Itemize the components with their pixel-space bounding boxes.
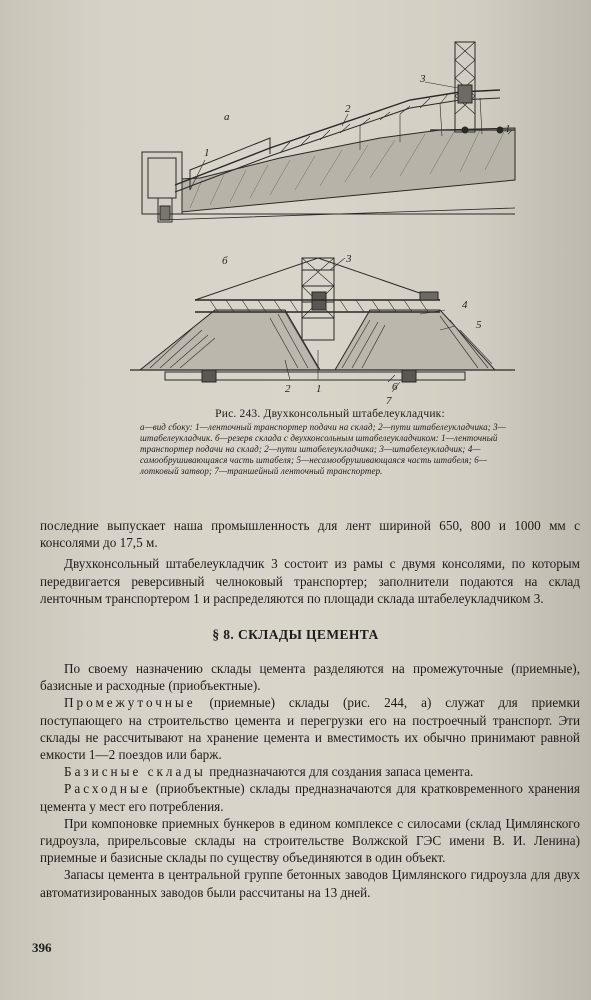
- label-b: б: [222, 255, 228, 267]
- section-heading: § 8. СКЛАДЫ ЦЕМЕНТА: [212, 627, 379, 642]
- term-base: Базисные склады: [64, 764, 206, 780]
- paragraph-rest: (приемные) склады (рис. 244, а) служат для приемки поступающего на строительство цемента и перегрузки его на построечный транспорт. Эти склады не рассчитывают на хранение цемента и вместимость их обычно принимают равной емкости 1—2 поездов или барж.: [40, 695, 580, 763]
- label-b-1: 1: [316, 383, 322, 395]
- body-text-upper: [40, 517, 580, 607]
- label-b-4: 4: [462, 299, 468, 311]
- paragraph: При компоновке приемных бункеров в едином комплексе с силосами (склад Цимлянского гидроузла, прирельсовые склады на строительстве Волжской ГЭС имени В. И. Ленина) приемные и базисные склады по существу объединяются в один объект.: [40, 815, 580, 866]
- figure-243: [120, 30, 530, 410]
- label-b-2: 2: [285, 383, 291, 395]
- figure-b: [130, 258, 515, 392]
- paragraph: [40, 763, 580, 780]
- paragraph: По своему назначению склады цемента разделяются на промежуточные (приемные), базисные и расходные (приобъектные).: [40, 661, 580, 694]
- paragraph-rest: предназначаются для создания запаса цемента.: [205, 764, 474, 780]
- label-a-2: 2: [345, 103, 351, 115]
- paragraph: Запасы цемента в центральной группе бетонных заводов Цимлянского гидроузла для двух автоматизированных заводов были рассчитаны на 13 дней.: [40, 867, 580, 900]
- body-text-lower: [40, 660, 580, 901]
- label-b-5: 5: [476, 319, 482, 331]
- label-b-3: 3: [346, 253, 352, 265]
- label-a-1: 1: [204, 147, 210, 159]
- figure-a: [142, 42, 515, 222]
- stacker-drawing: [120, 30, 530, 410]
- paragraph-rest: (приобъектные) склады предназначаются для кратковременного хранения цемента у мест его потребления.: [40, 781, 580, 814]
- term-consumable: Расходные: [64, 781, 151, 797]
- term-intermediate: Промежуточные: [64, 695, 196, 711]
- label-a: а: [224, 111, 230, 123]
- page-number: 396: [32, 940, 52, 955]
- figure-caption: [140, 408, 520, 477]
- label-b-6: 6: [392, 381, 398, 393]
- paragraph: последние выпускает наша промышленность для лент шириной 650, 800 и 1000 мм с консолями до 17,5 м.: [40, 518, 580, 551]
- label-a-1b: 1: [505, 123, 511, 135]
- paragraph: [40, 780, 580, 814]
- paragraph: [40, 694, 580, 763]
- caption-title: Рис. 243. Двухконсольный штабелеукладчик:: [215, 408, 445, 420]
- label-b-7: 7: [386, 395, 392, 407]
- label-a-3: 3: [420, 73, 426, 85]
- paragraph: Двухконсольный штабелеукладчик 3 состоит из рамы с двумя консолями, по которым передвигается реверсивный челноковый транспортер; заполнители подаются на склад ленточным транспортером 1 и распределяются по площади склада штабелеукладчиком 3.: [40, 556, 580, 606]
- caption-body: а—вид сбоку: 1—ленточный транспортер подачи на склад; 2—пути штабелеукладчика; 3—штабелеукладчик. б—резерв склада с двухконсольным штабелеукладчиком: 1—ленточный транспортер подачи на склад; 2—пути штабелеукладчика; 3—штабелеукладчик; 4—самообрушивающаяся часть штабеля; 5—несамообрушивающаяся часть штабеля; 6—лотковый затвор; 7—траншейный ленточный транспортер.: [140, 422, 506, 476]
